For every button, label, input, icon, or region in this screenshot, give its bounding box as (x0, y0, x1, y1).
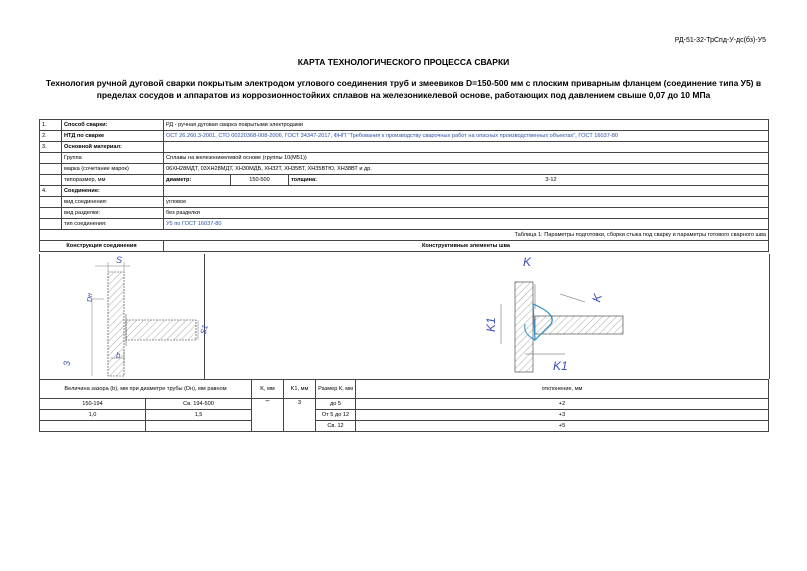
k1-value: 3 (284, 399, 316, 432)
row-label: Способ сварки: (62, 120, 164, 131)
row-value: РД - ручная дуговая сварка покрытыми электродами (164, 120, 769, 131)
label-b: b (116, 351, 121, 360)
row-joint-type (40, 197, 769, 208)
row-label: Основной материал: (62, 142, 164, 153)
label-dn: Dн (87, 293, 94, 302)
row-value: 06ХН28МДТ, 03ХН28МДТ, ХН30МДБ, ХН32Т, ХН35ВТ, ХН35ВТЮ, ХН38ВТ и др. (164, 164, 769, 175)
ntd-links[interactable]: ОСТ 26.260.3-2001, СТО 00220368-008-2006, ГОСТ 34347-2017, ФНП "Требования к производству сварочных работ на опасных производственных объектах", ГОСТ 16037-80 (164, 131, 769, 142)
table-caption-row (40, 230, 769, 241)
row-number: 2. (40, 131, 62, 142)
row-number: 4. (40, 186, 62, 197)
row-grade (40, 164, 769, 175)
section-right-header: Конструктивные элементы шва (164, 241, 769, 252)
row-ntd (40, 131, 769, 142)
row-number: 3. (40, 142, 62, 153)
label-k-side: K (589, 292, 605, 304)
label-k: K (523, 255, 532, 269)
diameter-value: 150-500 (231, 175, 289, 186)
section-header-row (40, 241, 769, 252)
header-size: Размер К, мм (316, 380, 356, 399)
label-delta: 3 (62, 360, 72, 366)
deviation-value: +5 (356, 421, 769, 432)
deviation-value: +3 (356, 410, 769, 421)
header-k1: K1, мм (284, 380, 316, 399)
size-value: От 5 до 12 (316, 410, 356, 421)
connection-type-prefix: У5 по (166, 220, 181, 227)
thickness-value: 3-12 (545, 176, 557, 183)
row-label: Группа (62, 153, 164, 164)
page-subtitle: Технология ручной дуговой сварки покрытым электродом углового соединения труб и змеевиков D=150-500 мм с плоским приварным фланцем (соединение типа У5) в пределах сосудов и аппаратов из коррозионностойких сплавов на железоникелевой основе, работающих под давлением свыше 0,07 до 10 МПа (45, 78, 762, 100)
row-size (40, 175, 769, 186)
label-k1-vertical: K1 (484, 317, 498, 332)
row-group (40, 153, 769, 164)
params-header-row (40, 380, 769, 399)
header-deviation: отклонение, мм (356, 380, 769, 399)
gap-range-1: 150-194 (40, 399, 146, 410)
label-k1-horizontal: K1 (553, 359, 568, 373)
document-code: РД-51-32-ТрСпд-У-дс(бз)-У5 (674, 37, 766, 44)
row-label: вид соединения: (62, 197, 164, 208)
drawings-area (39, 254, 770, 379)
size-value: до 5 (316, 399, 356, 410)
row-joint (40, 186, 769, 197)
row-label: Соединение: (62, 186, 164, 197)
row-label: тип соединения: (62, 219, 164, 230)
row-connection-type (40, 219, 769, 230)
label-s1: S1 (198, 323, 210, 336)
diameter-label: диаметр: (164, 175, 231, 186)
row-number: 1. (40, 120, 62, 131)
row-value: угловое (164, 197, 769, 208)
params-row (40, 399, 769, 410)
weld-elements-drawing (205, 254, 769, 379)
params-row (40, 421, 769, 432)
row-label: типоразмер, мм (62, 175, 164, 186)
k-value: "" (252, 399, 284, 432)
page-title: КАРТА ТЕХНОЛОГИЧЕСКОГО ПРОЦЕССА СВАРКИ (297, 57, 510, 67)
header-gap: Величина зазора (b), мм при диаметре трубы (Dн), мм равном (40, 380, 252, 399)
row-preparation (40, 208, 769, 219)
deviation-value: +2 (356, 399, 769, 410)
params-row (40, 410, 769, 421)
gap-value-1: 1,0 (40, 410, 146, 421)
row-label: вид разделки: (62, 208, 164, 219)
process-info-table (39, 119, 769, 252)
row-value: Сплавы на железоникелевой основе (группы 10(М51)) (164, 153, 769, 164)
table1-caption: Таблица 1: Параметры подготовки, сборки стыка под сварку и параметры готового сварного шва (40, 230, 769, 241)
row-value: без разделки (164, 208, 769, 219)
gap-range-2: Св. 194-500 (146, 399, 252, 410)
joint-construction-drawing (40, 254, 210, 379)
section-left-header: Конструкция соединения (40, 241, 164, 252)
header-k: K, мм (252, 380, 284, 399)
gap-value-2: 1,5 (146, 410, 252, 421)
row-base-material (40, 142, 769, 153)
row-label: марка (сочетание марок) (62, 164, 164, 175)
gost-link[interactable]: ГОСТ 16037-80 (181, 220, 222, 227)
row-welding-method (40, 120, 769, 131)
thickness-label: толщина: (291, 176, 318, 183)
row-label: НТД по сварке (62, 131, 164, 142)
size-value: Св. 12 (316, 421, 356, 432)
weld-parameters-table (39, 379, 769, 432)
label-s: S (116, 255, 123, 265)
